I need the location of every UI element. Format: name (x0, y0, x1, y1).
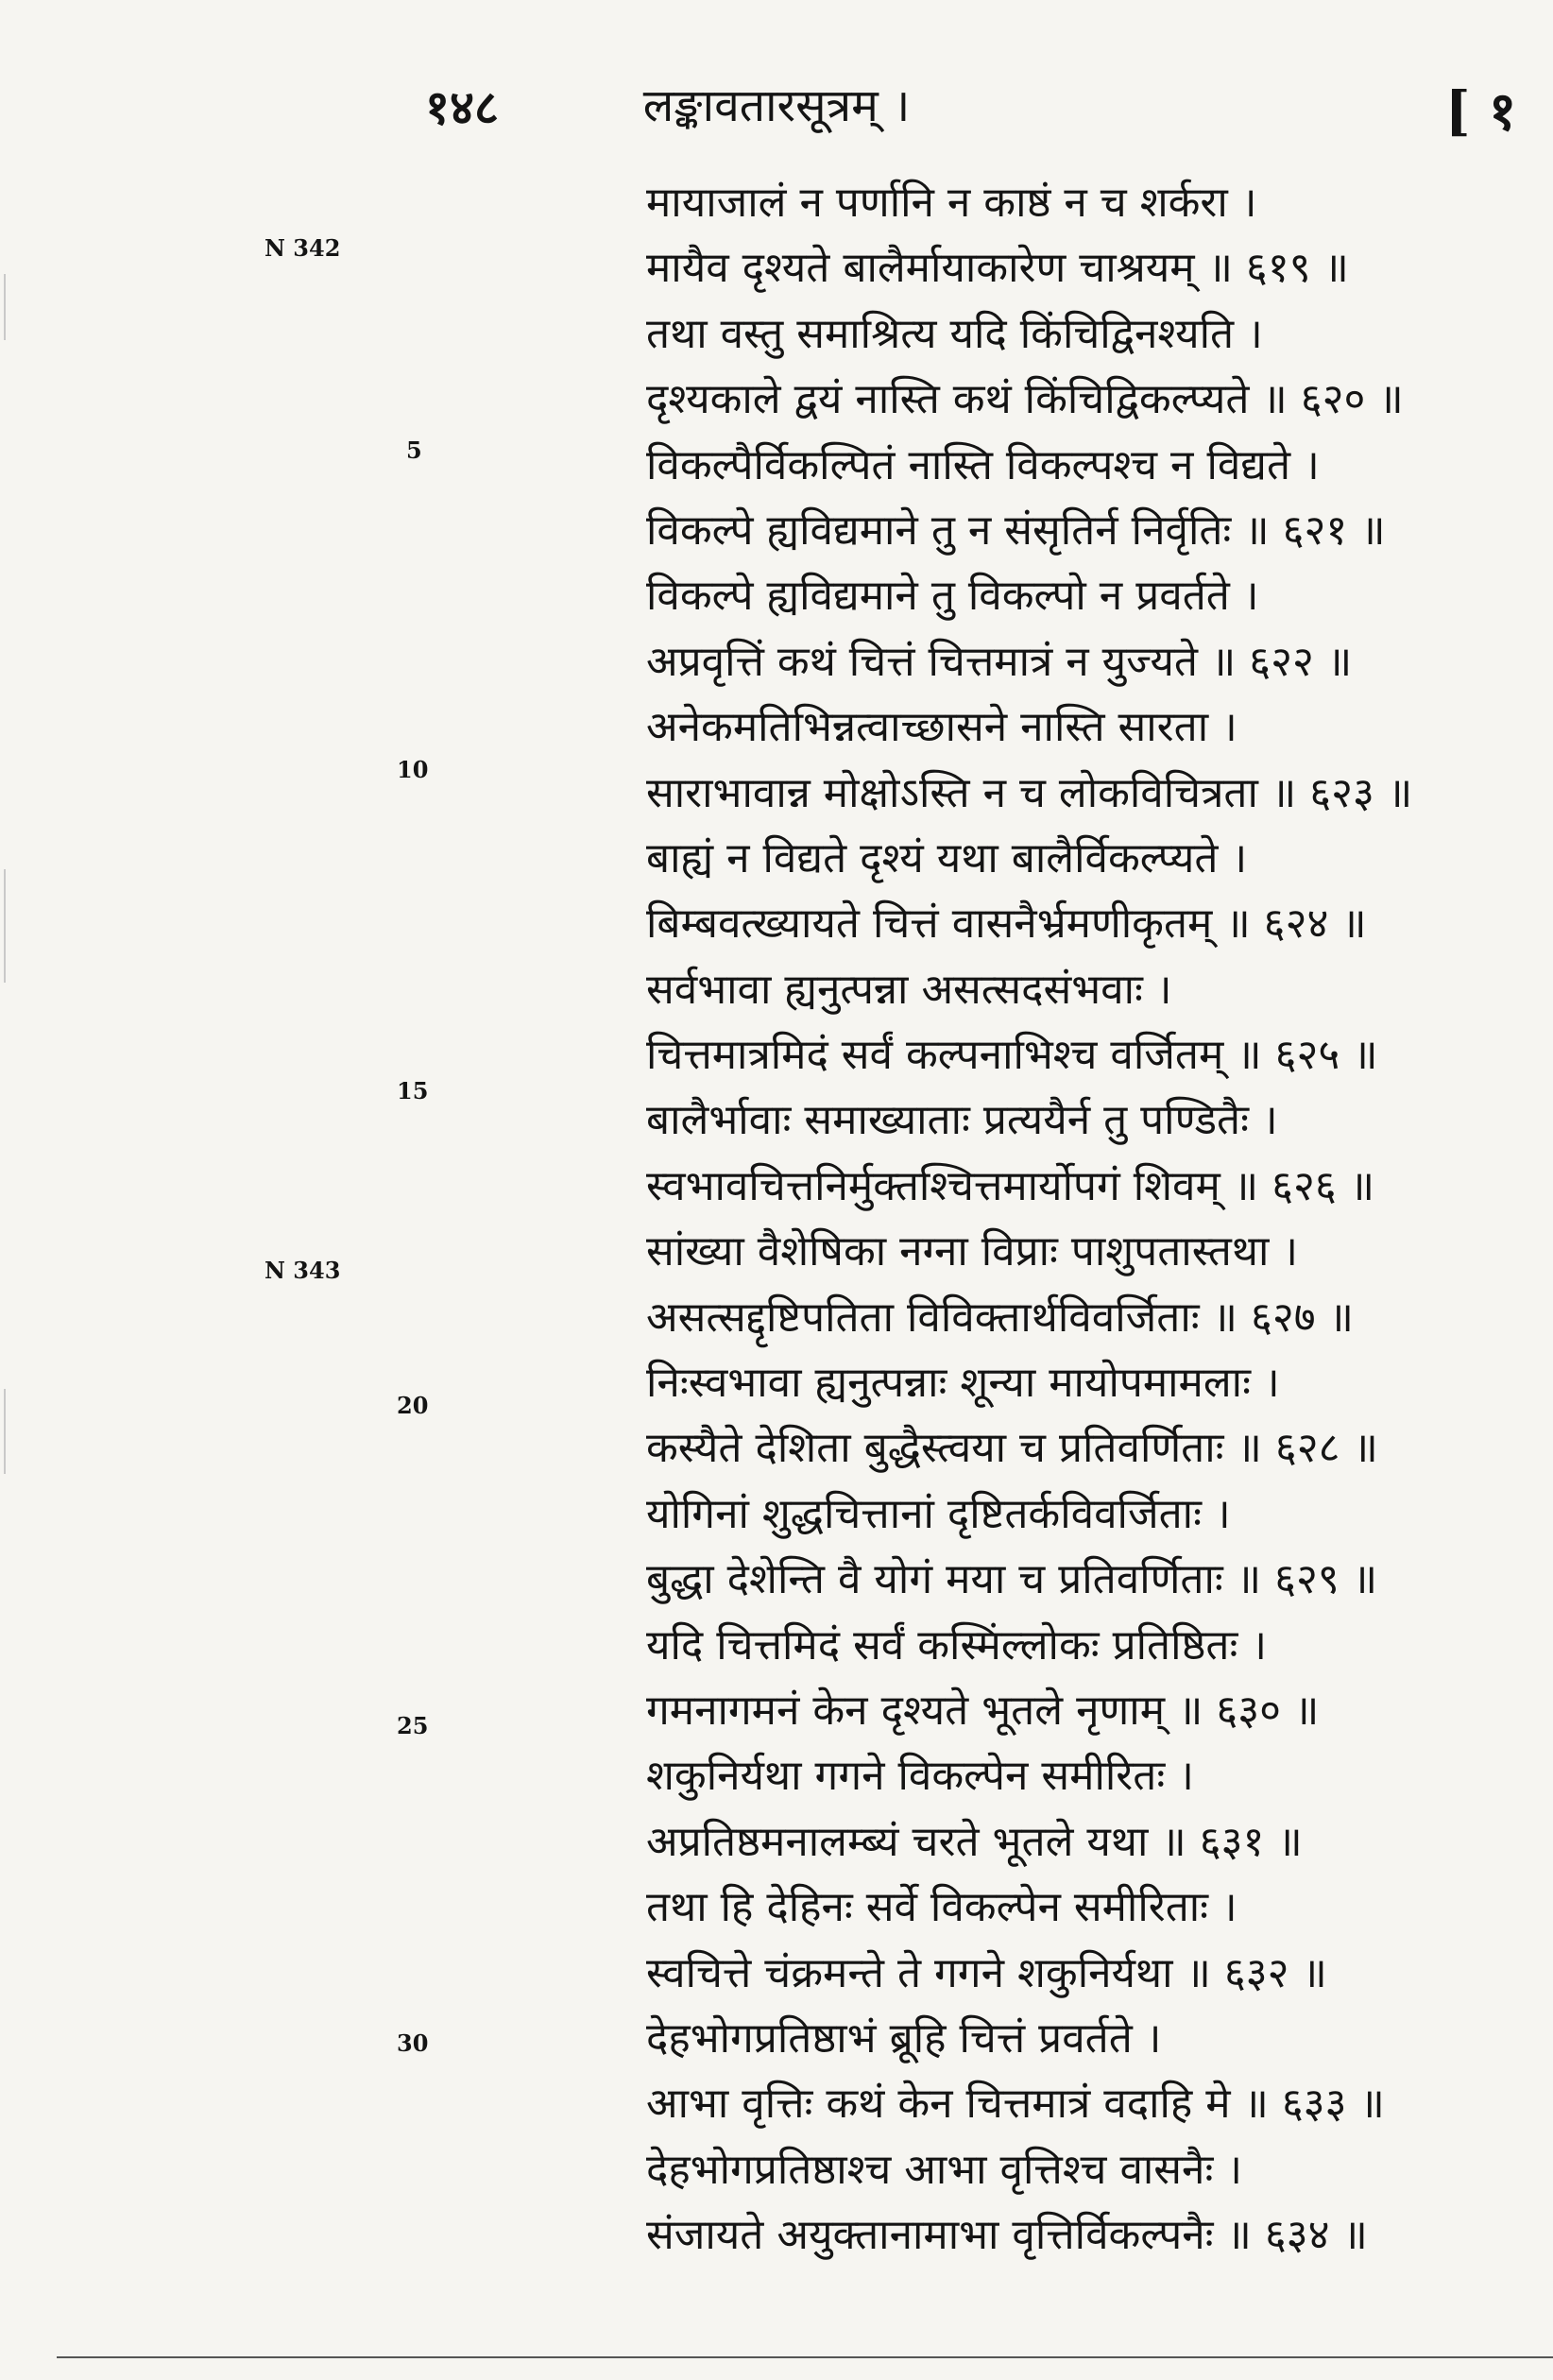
running-title: लङ्कावतारसूत्रम् । (642, 79, 911, 132)
verse-line: बुद्धा देशेन्ति वै योगं मया च प्रतिवर्णिताः ॥ ६२९ ॥ (646, 1555, 1378, 1604)
line-number-15: 15 (397, 1077, 429, 1104)
verse-line: आभा वृत्तिः कथं केन चित्तमात्रं वदाहि मे ॥ ६३३ ॥ (646, 2080, 1385, 2129)
page-header (0, 74, 1553, 143)
verse-line: चित्तमात्रमिदं सर्वं कल्पनाभिश्च वर्जितम् ॥ ६२५ ॥ (646, 1031, 1378, 1080)
verse-line: साराभावान्न मोक्षोऽस्ति न च लोकविचित्रता ॥ ६२३ ॥ (646, 768, 1413, 817)
page-number: १४८ (425, 79, 499, 135)
verse-line: योगिनां शुद्धचित्तानां दृष्टितर्कविवर्जिताः । (646, 1489, 1231, 1538)
bottom-rule (57, 2356, 1553, 2358)
verse-line: देहभोगप्रतिष्ठाश्च आभा वृत्तिश्च वासनैः । (646, 2145, 1243, 2194)
verse-line: विकल्पे ह्यविद्यमाने तु न संसृतिर्न निर्वृतिः ॥ ६२१ ॥ (646, 505, 1386, 555)
line-number-25: 25 (397, 1712, 429, 1739)
verse-line: अप्रवृत्तिं कथं चित्तं चित्तमात्रं न युज्यते ॥ ६२२ ॥ (646, 637, 1353, 686)
verse-line: मायाजालं न पर्णानि न काष्ठं न च शर्करा । (646, 179, 1257, 227)
verse-line: दृश्यकाले द्वयं नास्ति कथं किंचिद्विकल्प्यते ॥ ६२० ॥ (646, 375, 1404, 424)
verse-line: बाह्यं न विद्यते दृश्यं यथा बालैर्विकल्प्यते । (646, 833, 1248, 882)
line-number-20: 20 (397, 1392, 429, 1419)
verse-line: सर्वभावा ह्यनुत्पन्ना असत्सदसंभवाः । (646, 965, 1172, 1014)
verse-line: निःस्वभावा ह्यनुत्पन्नाः शून्या मायोपमामलाः । (646, 1359, 1280, 1408)
verse-line: असत्सद्दृष्टिपतिता विविक्तार्थविवर्जिताः ॥ ६२७ ॥ (646, 1293, 1354, 1342)
verse-line: गमनागमनं केन दृश्यते भूतले नृणाम् ॥ ६३० ॥ (646, 1686, 1320, 1735)
line-number-10: 10 (397, 756, 429, 783)
verse-line: मायैव दृश्यते बालैर्मायाकारेण चाश्रयम् ॥ ६१९ ॥ (646, 244, 1349, 293)
verse-line: बिम्बवत्ख्यायते चित्तं वासनैर्भ्रमणीकृतम् ॥ ६२४ ॥ (646, 899, 1367, 949)
verse-line: तथा हि देहिनः सर्वे विकल्पेन समीरिताः । (646, 1883, 1237, 1932)
manuscript-ref-n343: N 343 (265, 1257, 341, 1284)
verse-line: यदि चित्तमिदं सर्वं कस्मिंल्लोकः प्रतिष्ठितः । (646, 1620, 1268, 1669)
verse-line: सांख्या वैशेषिका नग्ना विप्राः पाशुपतास्तथा । (646, 1227, 1299, 1276)
verse-line: देहभोगप्रतिष्ठाभं ब्रूहि चित्तं प्रवर्तते । (646, 2013, 1162, 2063)
manuscript-ref-n342: N 342 (265, 234, 341, 262)
verse-block (646, 170, 1496, 2269)
verse-line: शकुनिर्यथा गगने विकल्पेन समीरितः । (646, 1752, 1194, 1801)
verse-line: स्वचित्ते चंक्रमन्ते ते गगने शकुनिर्यथा ॥ ६३२ ॥ (646, 1948, 1327, 1997)
line-number-30: 30 (397, 2029, 429, 2057)
verse-line: विकल्पैर्विकल्पितं नास्ति विकल्पश्च न विद्यते । (646, 440, 1320, 489)
verse-line: संजायते अयुक्तानामाभा वृत्तिर्विकल्पनैः ॥ ६३४ ॥ (646, 2211, 1368, 2260)
verse-line: बालैर्भावाः समाख्याताः प्रत्ययैर्न तु पण्डितैः । (646, 1096, 1278, 1145)
verse-line: विकल्पे ह्यविद्यमाने तु विकल्पो न प्रवर्तते । (646, 572, 1259, 621)
verse-line: कस्यैते देशिता बुद्धैस्त्वया च प्रतिवर्णिताः ॥ ६२८ ॥ (646, 1424, 1378, 1473)
margin-mark (4, 274, 6, 340)
section-mark: [ १ (1445, 80, 1517, 143)
margin-mark (4, 1389, 6, 1474)
margin-mark (4, 869, 6, 983)
verse-line: तथा वस्तु समाश्रित्य यदि किंचिद्विनश्यति । (646, 309, 1263, 358)
verse-line: स्वभावचित्तनिर्मुक्तश्चित्तमार्योपगं शिवम् ॥ ६२६ ॥ (646, 1161, 1375, 1210)
verse-line: अनेकमतिभिन्नत्वाच्छासने नास्ति सारता । (646, 703, 1237, 752)
line-number-5: 5 (406, 437, 422, 464)
verse-line: अप्रतिष्ठमनालम्ब्यं चरते भूतले यथा ॥ ६३१ ॥ (646, 1817, 1303, 1866)
